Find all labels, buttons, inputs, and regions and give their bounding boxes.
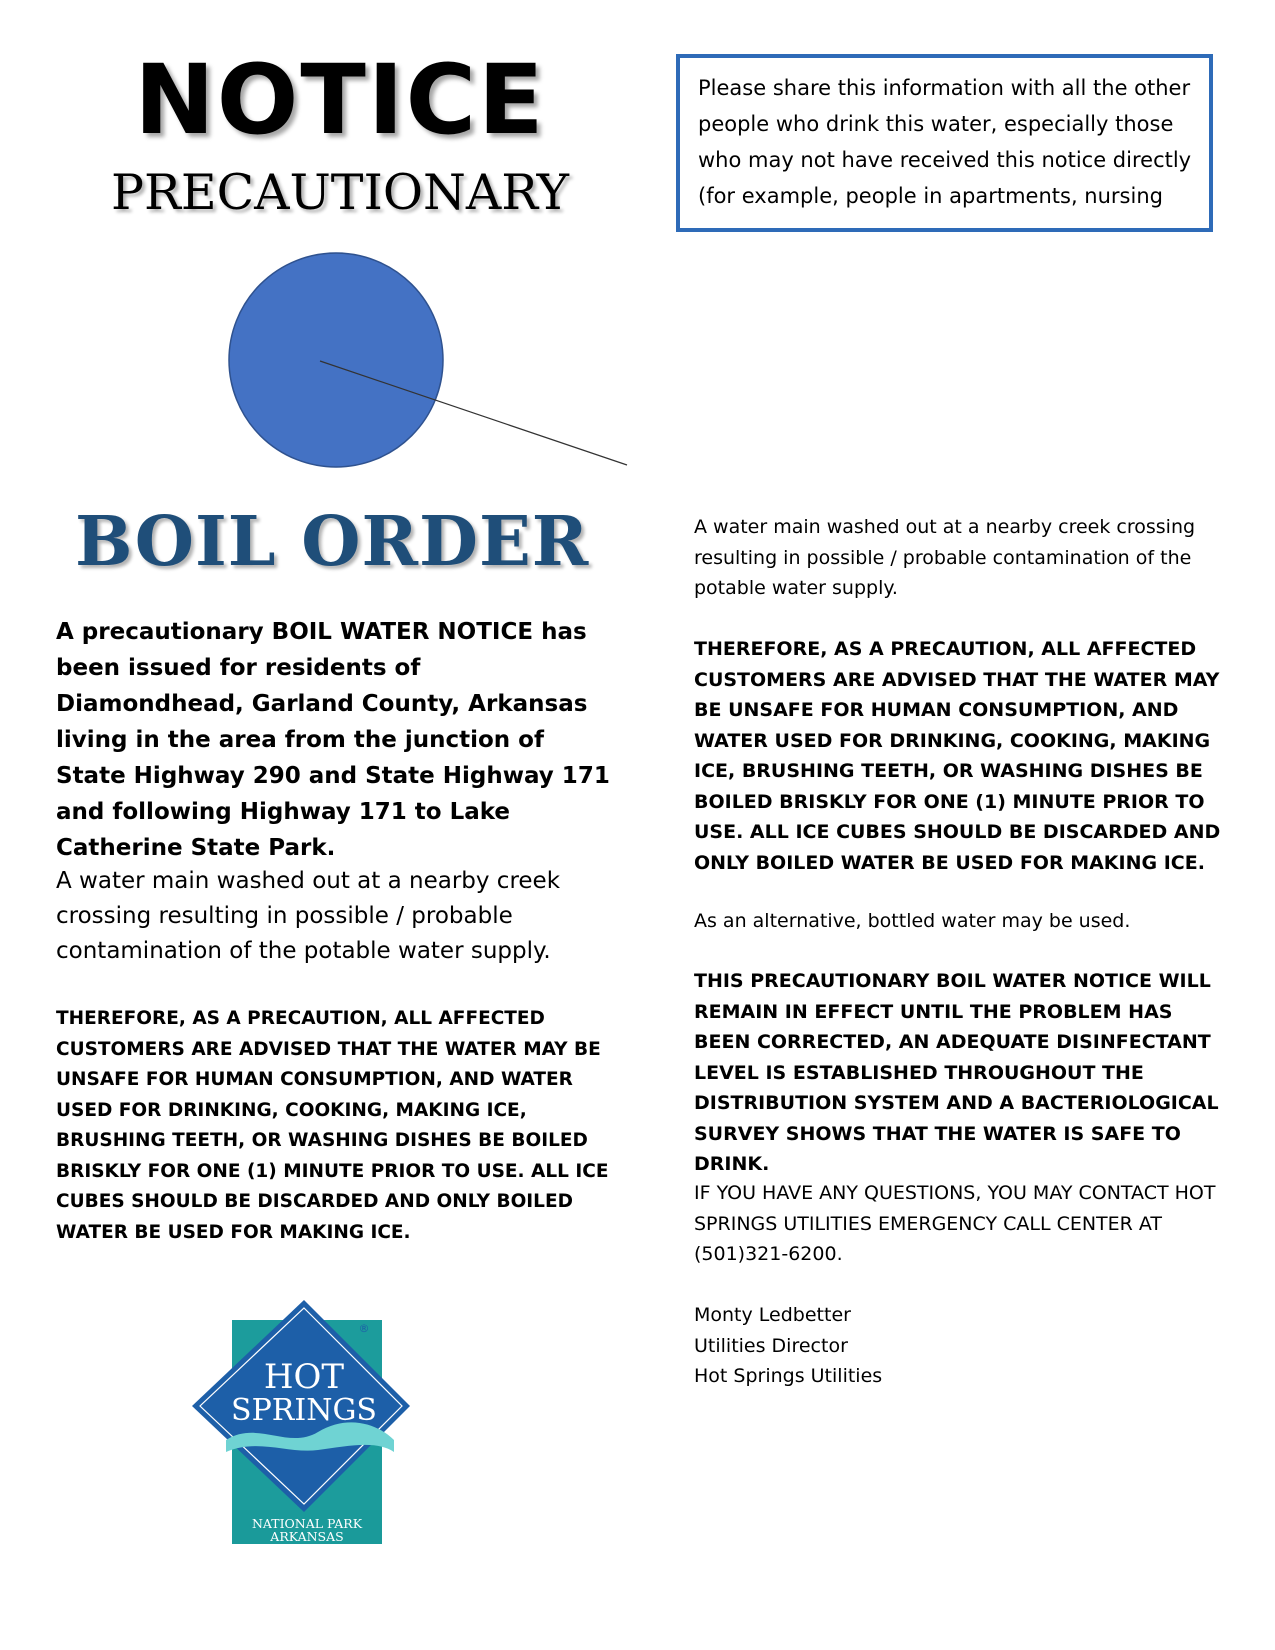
cause-paragraph-left: A water main washed out at a nearby creek crossing resulting in possible / probable contamination of the potable water supply. xyxy=(56,868,561,964)
contact-paragraph: IF YOU HAVE ANY QUESTIONS, YOU MAY CONTACT HOT SPRINGS UTILITIES EMERGENCY CALL CENTER AT (501)321-6200. xyxy=(694,1182,1216,1265)
blue-circle-shape xyxy=(229,253,443,467)
logo-text-arkansas: ARKANSAS xyxy=(270,1529,344,1544)
hot-springs-logo xyxy=(188,1300,418,1560)
logo-text-hot: HOT xyxy=(263,1357,345,1397)
logo-registered-mark: ® xyxy=(358,1322,370,1335)
alternative-paragraph: As an alternative, bottled water may be used. xyxy=(694,910,1131,932)
advisory-paragraph-right: THEREFORE, AS A PRECAUTION, ALL AFFECTED CUSTOMERS ARE ADVISED THAT THE WATER MAY BE UNSAFE FOR HUMAN CONSUMPTION, AND WATER USED FOR DRINKING, COOKING, MAKING ICE, BRUSHING TEETH, OR WASHING DISHES BE BOILED BRISKLY FOR ONE (1) MINUTE PRIOR TO USE. ALL ICE CUBES SHOULD BE DISCARDED AND ONLY BOILED WATER BE USED FOR MAKING ICE. xyxy=(694,638,1221,874)
signature-org: Hot Springs Utilities xyxy=(694,1365,883,1387)
notice-title: NOTICE xyxy=(134,44,546,156)
advisory-paragraph-left: THEREFORE, AS A PRECAUTION, ALL AFFECTED CUSTOMERS ARE ADVISED THAT THE WATER MAY BE UNSAFE FOR HUMAN CONSUMPTION, AND WATER USED FOR DRINKING, COOKING, MAKING ICE, BRUSHING TEETH, OR WASHING DISHES BE BOILED BRISKLY FOR ONE (1) MINUTE PRIOR TO USE. ALL ICE CUBES SHOULD BE DISCARDED AND ONLY BOILED WATER BE USED FOR MAKING ICE. xyxy=(56,1008,609,1243)
precautionary-title: PRECAUTIONARY xyxy=(110,164,569,221)
remain-in-effect-paragraph: THIS PRECAUTIONARY BOIL WATER NOTICE WILL REMAIN IN EFFECT UNTIL THE PROBLEM HAS BEEN CORRECTED, AN ADEQUATE DISINFECTANT LEVEL IS ESTABLISHED THROUGHOUT THE DISTRIBUTION SYSTEM AND A BACTERIOLOGICAL SURVEY SHOWS THAT THE WATER IS SAFE TO DRINK. xyxy=(694,970,1219,1175)
logo-text-springs: SPRINGS xyxy=(231,1393,377,1428)
intro-paragraph: A precautionary BOIL WATER NOTICE has been issued for residents of Diamondhead, Garland County, Arkansas living in the area from the junction of State Highway 290 and State Highway 171 and following Highway 171 to Lake Catherine State Park. xyxy=(56,619,610,861)
share-info-box xyxy=(676,54,1213,232)
share-info-text: Please share this information with all the other people who drink this water, especially those who may not have received this notice directly (for example, people in apartments, nursing xyxy=(698,76,1192,208)
signature-title: Utilities Director xyxy=(694,1334,848,1357)
boil-order-heading: BOIL ORDER xyxy=(75,502,590,582)
signature-name: Monty Ledbetter xyxy=(694,1304,851,1326)
signature-block xyxy=(694,1300,1234,1392)
callout-graphic xyxy=(0,250,640,490)
logo-text-national-park: NATIONAL PARK xyxy=(251,1516,363,1531)
cause-paragraph-right: A water main washed out at a nearby creek crossing resulting in possible / probable contamination of the potable water supply. xyxy=(694,516,1196,599)
